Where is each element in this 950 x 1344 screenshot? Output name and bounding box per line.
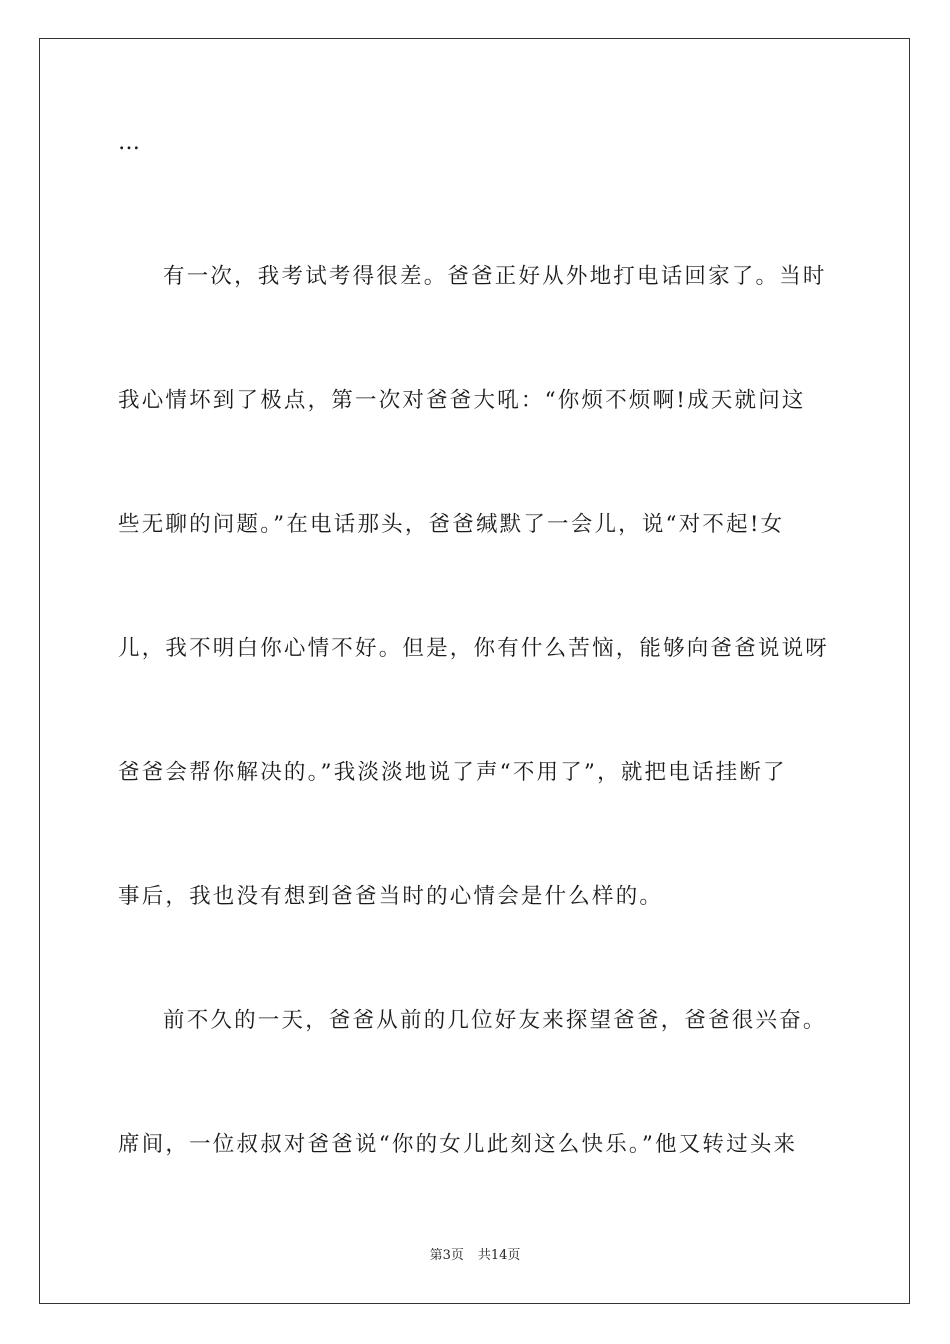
paragraph-line: 事后，我也没有想到爸爸当时的心情会是什么样的。 — [118, 884, 664, 909]
paragraph-line: 前不久的一天，爸爸从前的几位好友来探望爸爸，爸爸很兴奋。 — [163, 1008, 827, 1033]
paragraph-line: 席间，一位叔叔对爸爸说“你的女儿此刻这么快乐。”他又转过头来 — [118, 1132, 798, 1157]
page-number: 第3页 — [429, 1248, 464, 1263]
paragraph-line: 些无聊的问题。”在电话那头，爸爸缄默了一会儿，说“对不起!女 — [118, 512, 785, 537]
page-footer — [0, 1247, 950, 1265]
paragraph-line: 有一次，我考试考得很差。爸爸正好从外地打电话回家了。当时 — [163, 264, 827, 289]
paragraph-line: 爸爸会帮你解决的。”我淡淡地说了声“不用了”，就把电话挂断了 — [118, 760, 787, 785]
ellipsis-text: … — [118, 130, 141, 155]
total-pages: 共14页 — [477, 1248, 521, 1263]
page-border — [39, 38, 910, 1304]
paragraph-line: 儿，我不明白你心情不好。但是，你有什么苦恼，能够向爸爸说说呀 — [118, 636, 830, 661]
paragraph-line: 我心情坏到了极点，第一次对爸爸大吼：“你烦不烦啊!成天就问这 — [118, 388, 806, 413]
